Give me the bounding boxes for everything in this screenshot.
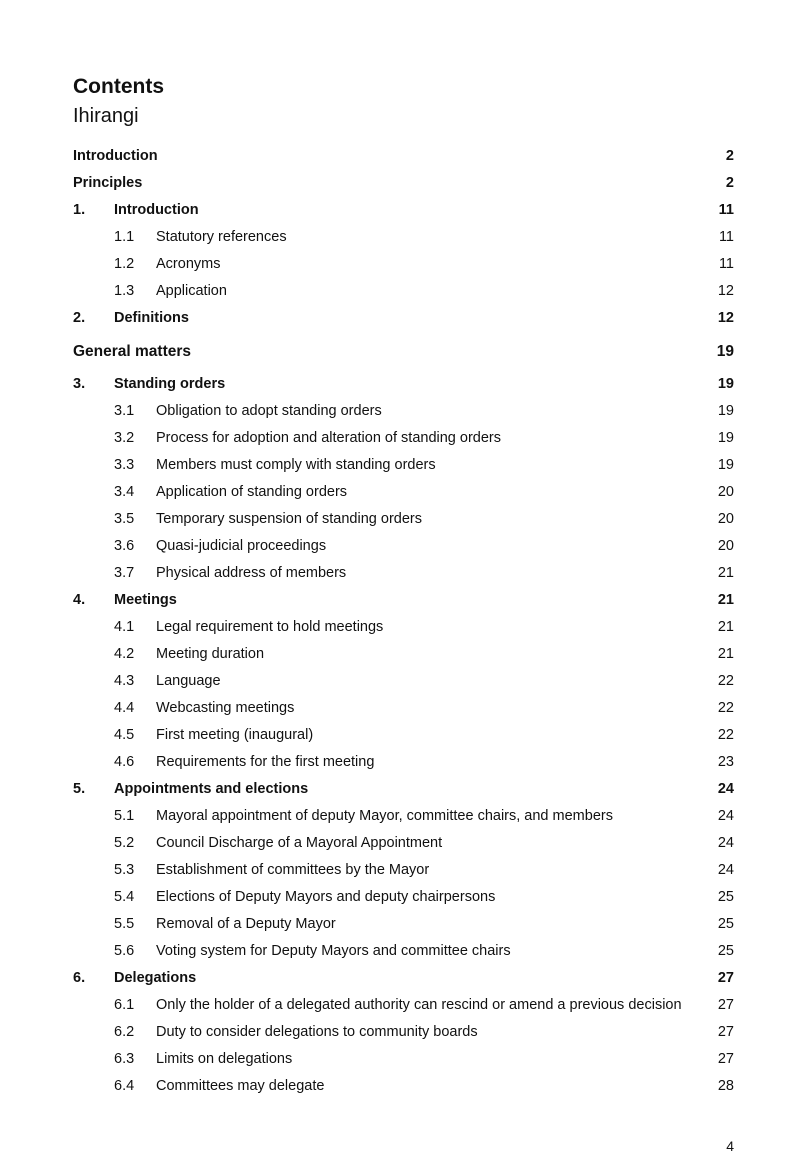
toc-entry-page: 27	[717, 997, 734, 1013]
toc-entry[interactable]	[0, 695, 807, 722]
toc-entry[interactable]	[0, 332, 807, 371]
toc-entry-page: 24	[717, 781, 734, 797]
toc-entry-page: 21	[717, 565, 734, 581]
toc-entry[interactable]	[0, 1073, 807, 1100]
toc-entry[interactable]	[0, 884, 807, 911]
toc-entry-page: 24	[717, 835, 734, 851]
toc-entry-page: 22	[717, 673, 734, 689]
toc-entry-label: Voting system for Deputy Mayors and committee chairs	[156, 943, 511, 959]
toc-entry-page: 19	[717, 457, 734, 473]
toc-entry-label: Physical address of members	[156, 565, 347, 581]
toc-entry[interactable]	[0, 371, 807, 398]
toc-entry-number: 4.6	[114, 754, 135, 770]
toc-entry-label: Meetings	[114, 592, 177, 608]
toc-entry-label: Delegations	[114, 970, 197, 986]
toc-entry-number: 4.1	[114, 619, 135, 635]
toc-entry-page: 11	[718, 256, 734, 272]
toc-entry[interactable]	[0, 668, 807, 695]
toc-entry-page: 25	[717, 916, 734, 932]
toc-entry-number: 5.2	[114, 835, 135, 851]
toc-entry-number: 5.4	[114, 889, 135, 905]
toc-entry-label: Standing orders	[114, 376, 226, 392]
toc-entry[interactable]	[0, 992, 807, 1019]
toc-entry-label: Council Discharge of a Mayoral Appointment	[156, 835, 443, 851]
toc-entry-page: 2	[725, 148, 734, 164]
toc-entry-label: Elections of Deputy Mayors and deputy chairpersons	[156, 889, 496, 905]
toc-entry-label: Language	[156, 673, 221, 689]
toc-entry-number: 1.1	[114, 229, 135, 245]
toc-entry-label: Removal of a Deputy Mayor	[156, 916, 336, 932]
toc-entry[interactable]	[0, 452, 807, 479]
toc-entry-page: 20	[717, 538, 734, 554]
toc-entry-number: 3.6	[114, 538, 135, 554]
toc-entry-number: 3.7	[114, 565, 135, 581]
toc-entry[interactable]	[0, 722, 807, 749]
toc-entry-page: 20	[717, 484, 734, 500]
toc-entry-number: 5.1	[114, 808, 135, 824]
toc-entry-page: 27	[717, 1051, 734, 1067]
toc-entry-number: 6.2	[114, 1024, 135, 1040]
toc-entry-label: Establishment of committees by the Mayor	[156, 862, 430, 878]
toc-entry-page: 27	[717, 970, 734, 986]
toc-entry-page: 21	[717, 592, 734, 608]
toc-entry[interactable]	[0, 1046, 807, 1073]
toc-entry-number: 5.5	[114, 916, 135, 932]
footer-page-number: 4	[726, 1138, 734, 1154]
toc-entry-label: Statutory references	[156, 229, 287, 245]
toc-entry-number: 3.1	[114, 403, 135, 419]
toc-entry[interactable]	[0, 749, 807, 776]
toc-entry[interactable]	[0, 587, 807, 614]
toc-entry-page: 28	[717, 1078, 734, 1094]
toc-entry-page: 25	[717, 889, 734, 905]
toc-entry-label: Members must comply with standing orders	[156, 457, 436, 473]
toc-entry-label: Duty to consider delegations to community boards	[156, 1024, 478, 1040]
toc-entry-number: 6.1	[114, 997, 135, 1013]
toc-entry[interactable]	[0, 803, 807, 830]
toc-entry-label: Mayoral appointment of deputy Mayor, committee chairs, and members	[156, 808, 613, 824]
table-of-contents	[0, 143, 807, 1100]
toc-entry-label: Appointments and elections	[114, 781, 309, 797]
toc-entry-page: 20	[717, 511, 734, 527]
toc-entry-number: 5.6	[114, 943, 135, 959]
toc-entry-page: 21	[717, 646, 734, 662]
toc-entry-page: 24	[717, 862, 734, 878]
toc-entry[interactable]	[0, 965, 807, 992]
toc-entry-label: Requirements for the first meeting	[156, 754, 375, 770]
toc-entry-number: 4.5	[114, 727, 135, 743]
toc-entry[interactable]	[0, 506, 807, 533]
toc-entry-page: 12	[717, 310, 734, 326]
toc-entry-page: 19	[717, 430, 734, 446]
toc-entry[interactable]	[0, 614, 807, 641]
toc-entry-label: First meeting (inaugural)	[156, 727, 314, 743]
toc-entry[interactable]	[0, 857, 807, 884]
toc-entry-number: 3.2	[114, 430, 135, 446]
toc-entry-label: Only the holder of a delegated authority can rescind or amend a previous decision	[156, 997, 682, 1013]
toc-entry-label: Principles	[73, 175, 143, 191]
toc-entry[interactable]	[0, 425, 807, 452]
toc-entry-label: Quasi-judicial proceedings	[156, 538, 327, 554]
toc-entry[interactable]	[0, 1019, 807, 1046]
toc-entry-page: 27	[717, 1024, 734, 1040]
toc-entry[interactable]	[0, 560, 807, 587]
toc-entry-page: 19	[717, 376, 734, 392]
toc-entry-number: 6.	[73, 970, 86, 986]
toc-entry[interactable]	[0, 830, 807, 857]
toc-entry[interactable]	[0, 776, 807, 803]
toc-entry-number: 2.	[73, 310, 86, 326]
toc-entry-page: 23	[717, 754, 734, 770]
toc-entry-page: 25	[717, 943, 734, 959]
toc-entry-label: Meeting duration	[156, 646, 265, 662]
toc-entry-number: 4.4	[114, 700, 135, 716]
toc-entry-label: Legal requirement to hold meetings	[156, 619, 384, 635]
toc-entry-label: Acronyms	[156, 256, 221, 272]
toc-entry-number: 3.	[73, 376, 86, 392]
toc-entry-page: 19	[717, 403, 734, 419]
toc-entry-label: Process for adoption and alteration of standing orders	[156, 430, 501, 446]
toc-entry-label: Introduction	[73, 148, 158, 164]
toc-entry-number: 1.3	[114, 283, 135, 299]
toc-entry-label: Introduction	[114, 202, 199, 218]
toc-entry-page: 24	[717, 808, 734, 824]
toc-entry-number: 1.	[73, 202, 86, 218]
toc-entry-page: 2	[725, 175, 734, 191]
toc-entry-page: 22	[717, 700, 734, 716]
page-subtitle: Ihirangi	[73, 105, 139, 127]
toc-entry[interactable]	[0, 398, 807, 425]
toc-entry-number: 3.3	[114, 457, 135, 473]
toc-entry-number: 3.5	[114, 511, 135, 527]
toc-entry-number: 4.3	[114, 673, 135, 689]
toc-entry[interactable]	[0, 641, 807, 668]
page-title: Contents	[73, 75, 164, 98]
toc-entry-number: 6.4	[114, 1078, 135, 1094]
toc-entry[interactable]	[0, 170, 807, 197]
toc-entry-number: 4.	[73, 592, 86, 608]
toc-entry[interactable]	[0, 479, 807, 506]
toc-entry-label: Webcasting meetings	[156, 700, 295, 716]
toc-entry[interactable]	[0, 143, 807, 170]
toc-entry-number: 3.4	[114, 484, 135, 500]
toc-entry[interactable]	[0, 305, 807, 332]
toc-entry-label: Obligation to adopt standing orders	[156, 403, 382, 419]
toc-entry-label: Limits on delegations	[156, 1051, 293, 1067]
toc-entry-number: 5.3	[114, 862, 135, 878]
toc-entry-label: Definitions	[114, 310, 189, 326]
toc-entry-label: Temporary suspension of standing orders	[156, 511, 422, 527]
toc-entry-number: 1.2	[114, 256, 135, 272]
toc-entry[interactable]	[0, 533, 807, 560]
toc-entry-page: 11	[718, 229, 734, 245]
toc-entry[interactable]	[0, 197, 807, 224]
toc-entry[interactable]	[0, 938, 807, 965]
toc-entry-label: Application	[156, 283, 227, 299]
toc-entry-number: 5.	[73, 781, 86, 797]
toc-entry-label: Application of standing orders	[156, 484, 348, 500]
toc-entry-label: Committees may delegate	[156, 1078, 325, 1094]
toc-entry[interactable]	[0, 278, 807, 305]
toc-entry-number: 4.2	[114, 646, 135, 662]
toc-entry-page: 11	[718, 202, 734, 218]
toc-entry-page: 19	[716, 343, 734, 360]
toc-entry-page: 22	[717, 727, 734, 743]
toc-entry-label: General matters	[73, 343, 192, 360]
toc-entry[interactable]	[0, 911, 807, 938]
toc-entry-page: 12	[717, 283, 734, 299]
toc-entry[interactable]	[0, 251, 807, 278]
toc-entry-page: 21	[717, 619, 734, 635]
toc-entry-number: 6.3	[114, 1051, 135, 1067]
toc-entry[interactable]	[0, 224, 807, 251]
